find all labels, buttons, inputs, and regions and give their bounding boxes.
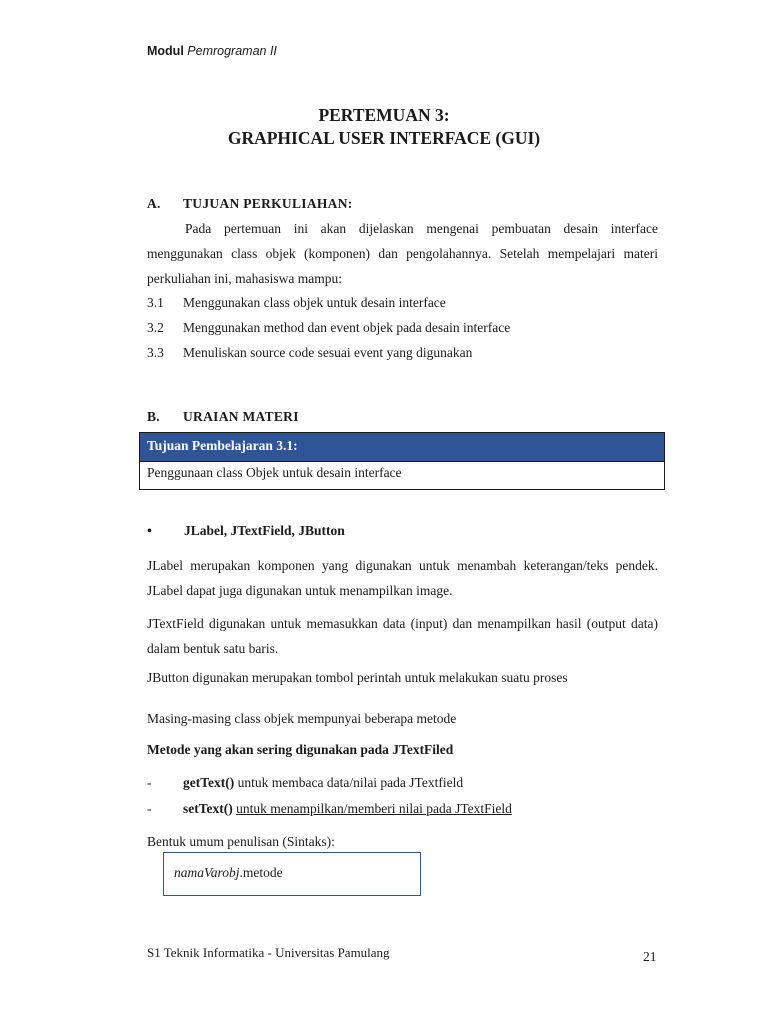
syntax-method: .metode [239,865,283,880]
page-footer: S1 Teknik Informatika - Universitas Pamulang [147,945,390,960]
topic-bullet [147,523,345,540]
methods-heading: Metode yang akan sering digunakan pada JTextFiled [147,742,454,757]
method-name: setText() [183,801,233,816]
jlabel-paragraph: JLabel merupakan komponen yang digunakan untuk menambah keterangan/teks pendek. JLabel dapat juga digunakan untuk menampilkan image. [147,558,658,598]
section-a-paragraph-text: Pada pertemuan ini akan dijelaskan mengenai pembuatan desain interface menggunakan class objek (komponen) dan pengolahannya. Setelah mempelajari materi perkuliahan ini, mahasiswa mampu: [147,221,658,286]
syntax-box [163,852,421,896]
header-module-label: Modul [147,44,184,58]
page-number: 21 [643,949,657,964]
objective-number: 3.1 [147,295,164,310]
objective-text: Menggunakan class objek untuk desain interface [183,295,446,310]
section-b-number: B. [147,409,160,424]
learning-objective-box [139,432,665,490]
section-a-title: TUJUAN PERKULIAHAN: [183,196,353,211]
objective-item [147,295,446,311]
chapter-title-line2: GRAPHICAL USER INTERFACE (GUI) [227,128,541,148]
syntax-label: Bentuk umum penulisan (Sintaks): [147,834,335,849]
jtextfield-paragraph: JTextField digunakan untuk memasukkan data (input) dan menampilkan hasil (output data) dalam bentuk satu baris. [147,616,658,656]
method-dash: - [147,775,152,790]
objective-item [147,345,472,361]
objective-text: Menuliskan source code sesuai event yang digunakan [183,345,473,360]
objective-item [147,320,510,336]
learning-objective-header: Tujuan Pembelajaran 3.1: [140,433,664,462]
page-header [147,44,277,58]
section-b-heading [147,409,299,425]
method-dash: - [147,801,152,816]
syntax-code [174,865,283,881]
method-item [147,775,463,791]
objective-number: 3.3 [147,345,164,360]
method-description: untuk membaca data/nilai pada JTextfield [234,775,464,790]
section-a-heading [147,196,353,212]
objective-text: Menggunakan method dan event objek pada desain interface [183,320,511,335]
section-a-paragraph [147,216,658,291]
learning-objective-body: Penggunaan class Objek untuk desain interface [147,465,402,480]
topic-title: JLabel, JTextField, JButton [184,523,345,538]
objective-number: 3.2 [147,320,164,335]
header-course-name: Pemrograman II [187,44,277,58]
chapter-title-line1: PERTEMUAN 3: [318,105,450,125]
jbutton-paragraph: JButton digunakan merupakan tombol perintah untuk melakukan suatu proses [147,670,568,685]
methods-intro-paragraph: Masing-masing class objek mempunyai beberapa metode [147,711,457,726]
method-item [147,801,512,817]
section-a-number: A. [147,196,161,211]
syntax-object-name: namaVarobj [174,865,240,880]
bullet-glyph: • [147,524,152,539]
method-description: untuk menampilkan/memberi nilai pada JTextField [236,801,512,816]
section-b-title: URAIAN MATERI [183,409,299,424]
method-name: getText() [183,775,235,790]
